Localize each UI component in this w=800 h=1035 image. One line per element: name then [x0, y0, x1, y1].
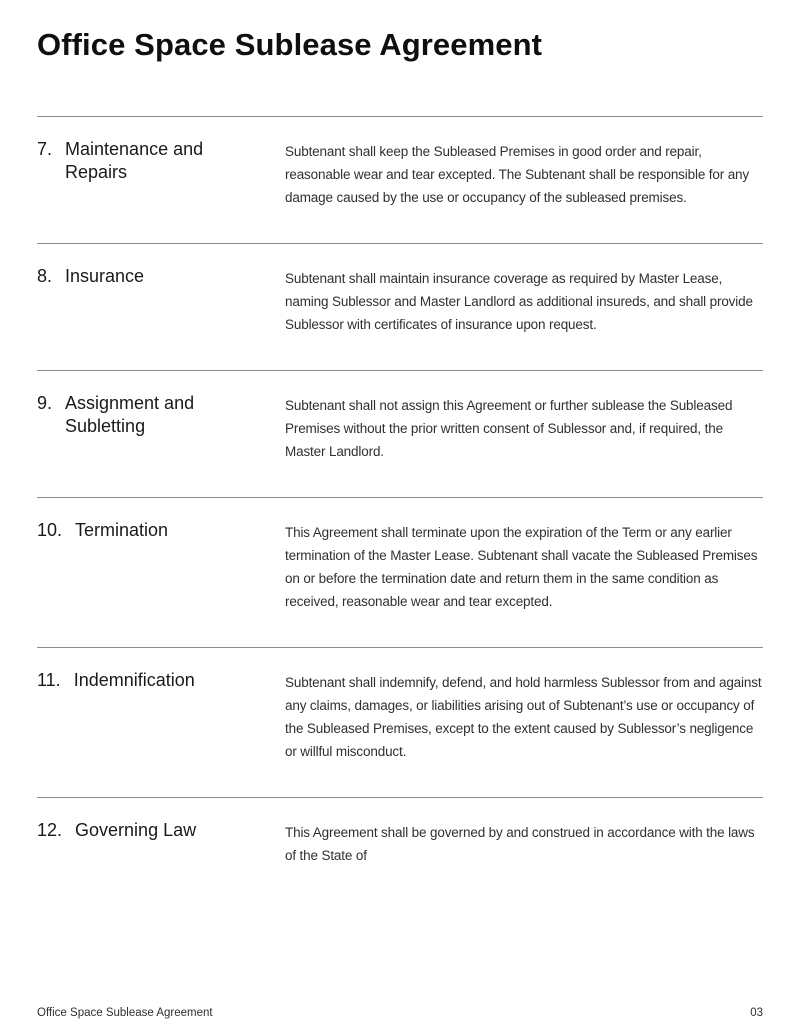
footer-document-name: Office Space Sublease Agreement: [37, 1007, 213, 1019]
section-heading: Insurance: [65, 266, 145, 286]
section-label: [37, 819, 285, 867]
section-number: 7.: [37, 139, 53, 159]
section-list: [37, 116, 763, 901]
section-label: [37, 392, 285, 463]
page-title: Office Space Sublease Agreement: [37, 27, 543, 62]
section-row-12: [37, 797, 763, 901]
section-heading: Termination: [75, 520, 169, 540]
section-heading: Indemnification: [73, 670, 195, 690]
section-body: Subtenant shall keep the Subleased Premises in good order and repair, reasonable wear and tear excepted. The Subtenant shall be responsible for any damage caused by the use or occupancy of the subleased premises.: [285, 144, 750, 205]
section-row-9: [37, 370, 763, 497]
section-number: 11.: [37, 670, 61, 690]
section-row-10: [37, 497, 763, 647]
footer-page-number: 03: [750, 1007, 763, 1019]
section-heading: Governing Law: [75, 820, 197, 840]
section-row-8: [37, 243, 763, 370]
section-number: 9.: [37, 393, 53, 413]
section-label: [37, 519, 285, 613]
section-body: This Agreement shall be governed by and construed in accordance with the laws of the State of: [285, 825, 755, 863]
section-label: [37, 669, 285, 763]
section-body: Subtenant shall maintain insurance coverage as required by Master Lease, naming Sublessor and Master Landlord as additional insureds, and shall provide Sublessor with certificates of insurance upon request.: [285, 271, 753, 332]
section-heading: Assignment and Subletting: [65, 393, 195, 436]
section-heading: Maintenance and Repairs: [65, 139, 204, 182]
section-body: This Agreement shall terminate upon the expiration of the Term or any earlier termination of the Master Lease. Subtenant shall vacate the Subleased Premises on or before the termination date and return them in the same condition as received, reasonable wear and tear excepted.: [285, 525, 758, 609]
section-body: Subtenant shall indemnify, defend, and hold harmless Sublessor from and against any claims, damages, or liabilities arising out of Subtenant’s use or occupancy of the Subleased Premises, except to the extent caused by Sublessor’s negligence or willful misconduct.: [285, 675, 762, 759]
section-label: [37, 138, 285, 209]
section-number: 12.: [37, 820, 63, 840]
section-row-11: [37, 647, 763, 797]
section-number: 10.: [37, 520, 63, 540]
section-number: 8.: [37, 266, 53, 286]
section-row-7: [37, 116, 763, 243]
section-label: [37, 265, 285, 336]
page-footer: [37, 1006, 763, 1020]
section-body: Subtenant shall not assign this Agreement or further sublease the Subleased Premises without the prior written consent of Sublessor and, if required, the Master Landlord.: [285, 398, 733, 459]
